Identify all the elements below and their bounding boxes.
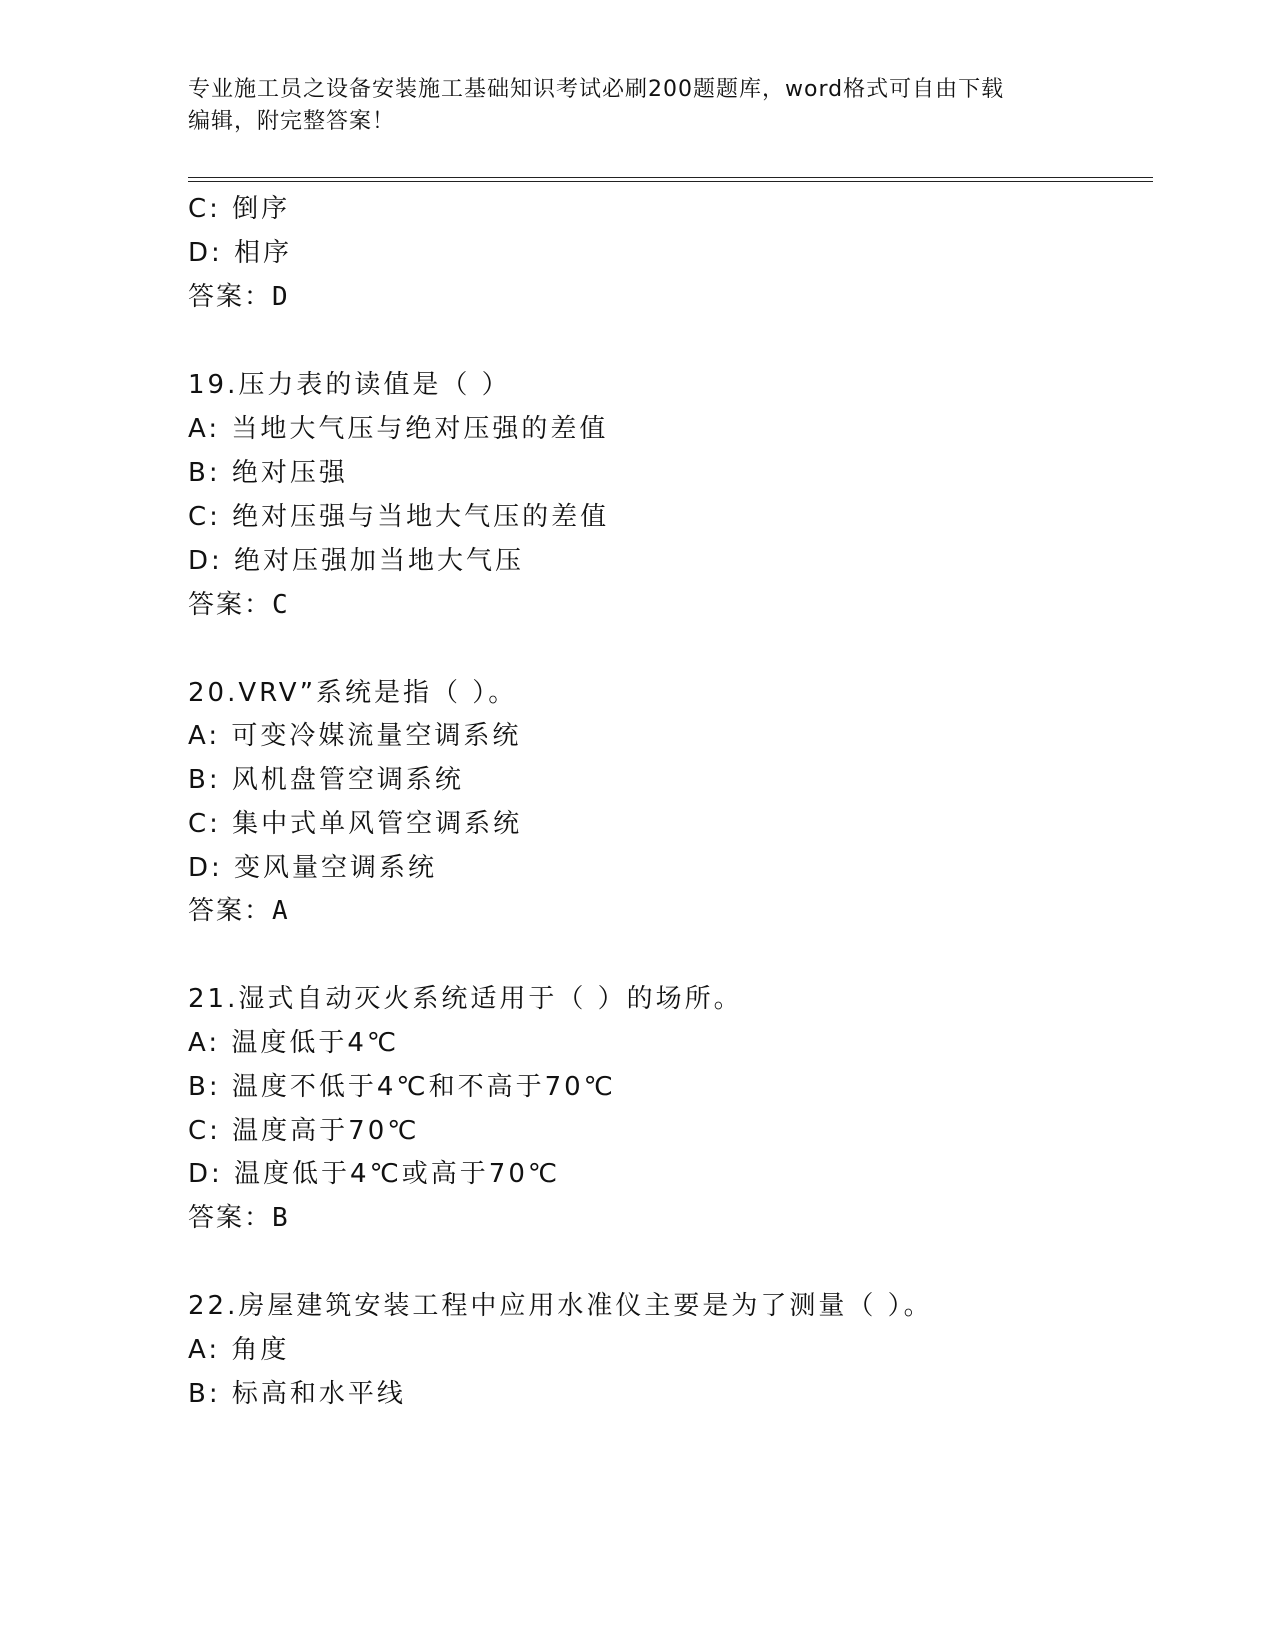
option-text: B: 风机盘管空调系统 (188, 765, 464, 795)
answer-text: 答案：D (188, 282, 290, 312)
option-text: B: 温度不低于4℃和不高于70℃ (188, 1072, 616, 1102)
header-title-line-1: 专业施工员之设备安装施工基础知识考试必刷200题题库，word格式可自由下载 (188, 77, 1005, 102)
header-title-line-2: 编辑，附完整答案！ (188, 109, 396, 134)
option-text: D: 温度低于4℃或高于70℃ (188, 1159, 561, 1189)
option-text: D: 相序 (188, 238, 293, 268)
option-text: B: 标高和水平线 (188, 1379, 406, 1409)
answer-text: 答案：B (188, 1203, 290, 1233)
answer-text: 答案：A (188, 896, 290, 926)
option-text: A: 可变冷媒流量空调系统 (188, 721, 522, 751)
question-text: 19.压力表的读值是（ ） (188, 370, 511, 400)
option-text: C: 集中式单风管空调系统 (188, 809, 523, 839)
option-text: A: 角度 (188, 1335, 290, 1365)
answer-text: 答案：C (188, 590, 290, 620)
option-text: A: 温度低于4℃ (188, 1028, 400, 1058)
option-text: C: 绝对压强与当地大气压的差值 (188, 502, 610, 532)
option-text: D: 变风量空调系统 (188, 853, 438, 883)
question-text: 22.房屋建筑安装工程中应用水准仪主要是为了测量（ ）。 (188, 1291, 933, 1321)
header-divider-bottom (188, 181, 1153, 182)
document-header (188, 74, 1088, 138)
question-text: 20.VRV”系统是指（ ）。 (188, 678, 518, 708)
option-text: C: 温度高于70℃ (188, 1116, 420, 1146)
option-text: D: 绝对压强加当地大气压 (188, 546, 525, 576)
option-text: A: 当地大气压与绝对压强的差值 (188, 414, 609, 444)
question-text: 21.湿式自动灭火系统适用于（ ）的场所。 (188, 984, 743, 1014)
header-divider-top (188, 177, 1153, 178)
option-text: B: 绝对压强 (188, 458, 348, 488)
option-text: C: 倒序 (188, 194, 291, 224)
